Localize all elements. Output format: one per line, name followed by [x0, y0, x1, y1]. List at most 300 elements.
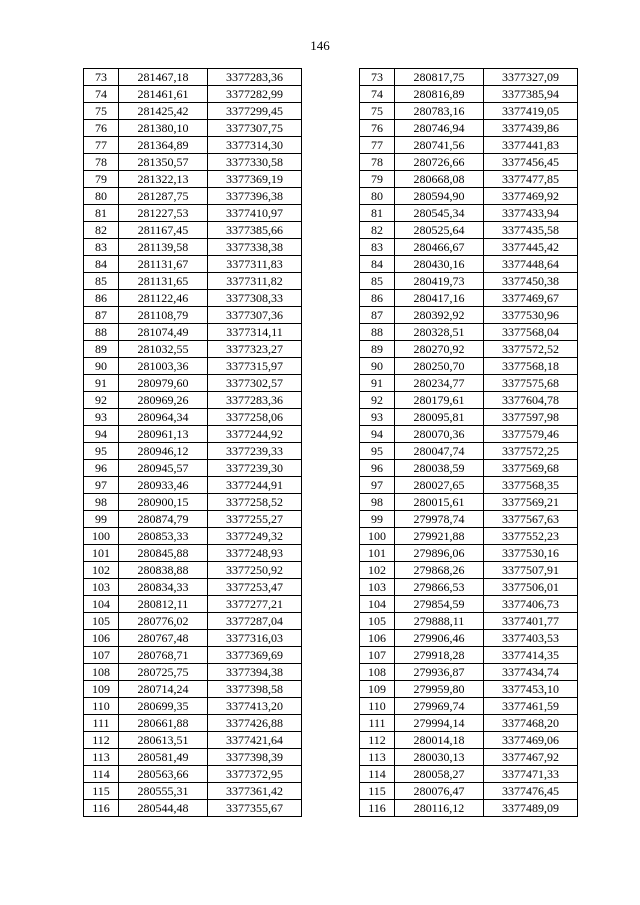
y-coordinate-cell: 3377314,30: [208, 137, 302, 154]
point-number-cell: 91: [84, 375, 119, 392]
point-number-cell: 112: [84, 732, 119, 749]
x-coordinate-cell: 280746,94: [395, 120, 484, 137]
point-number-cell: 86: [84, 290, 119, 307]
table-row: [84, 154, 302, 171]
point-number-cell: 85: [84, 273, 119, 290]
x-coordinate-cell: 280838,88: [119, 562, 208, 579]
x-coordinate-cell: 280714,24: [119, 681, 208, 698]
y-coordinate-cell: 3377239,30: [208, 460, 302, 477]
x-coordinate-cell: 280234,77: [395, 375, 484, 392]
y-coordinate-cell: 3377283,36: [208, 69, 302, 86]
x-coordinate-cell: 280417,16: [395, 290, 484, 307]
table-row: [84, 409, 302, 426]
point-number-cell: 76: [360, 120, 395, 137]
y-coordinate-cell: 3377579,46: [484, 426, 578, 443]
x-coordinate-cell: 279866,53: [395, 579, 484, 596]
table-row: [360, 460, 578, 477]
y-coordinate-cell: 3377253,47: [208, 579, 302, 596]
point-number-cell: 100: [84, 528, 119, 545]
y-coordinate-cell: 3377569,68: [484, 460, 578, 477]
point-number-cell: 103: [84, 579, 119, 596]
y-coordinate-cell: 3377307,75: [208, 120, 302, 137]
y-coordinate-cell: 3377410,97: [208, 205, 302, 222]
table-row: [84, 375, 302, 392]
point-number-cell: 98: [360, 494, 395, 511]
table-row: [360, 579, 578, 596]
table-row: [360, 630, 578, 647]
y-coordinate-cell: 3377434,74: [484, 664, 578, 681]
x-coordinate-cell: 280933,46: [119, 477, 208, 494]
table-row: [360, 188, 578, 205]
point-number-cell: 109: [84, 681, 119, 698]
y-coordinate-cell: 3377468,20: [484, 715, 578, 732]
table-row: [360, 681, 578, 698]
y-coordinate-cell: 3377369,19: [208, 171, 302, 188]
point-number-cell: 76: [84, 120, 119, 137]
table-row: [360, 290, 578, 307]
x-coordinate-cell: 280979,60: [119, 375, 208, 392]
x-coordinate-cell: 279906,46: [395, 630, 484, 647]
table-row: [360, 205, 578, 222]
x-coordinate-cell: 281167,45: [119, 222, 208, 239]
table-row: [84, 715, 302, 732]
table-row: [360, 341, 578, 358]
table-row: [84, 545, 302, 562]
table-row: [360, 392, 578, 409]
point-number-cell: 107: [84, 647, 119, 664]
x-coordinate-cell: 280699,35: [119, 698, 208, 715]
x-coordinate-cell: 280563,66: [119, 766, 208, 783]
table-row: [84, 596, 302, 613]
x-coordinate-cell: 280783,16: [395, 103, 484, 120]
table-row: [360, 171, 578, 188]
table-row: [360, 222, 578, 239]
table-row: [84, 800, 302, 817]
y-coordinate-cell: 3377282,99: [208, 86, 302, 103]
point-number-cell: 109: [360, 681, 395, 698]
y-coordinate-cell: 3377441,83: [484, 137, 578, 154]
y-coordinate-cell: 3377361,42: [208, 783, 302, 800]
x-coordinate-cell: 280419,73: [395, 273, 484, 290]
point-number-cell: 73: [84, 69, 119, 86]
point-number-cell: 82: [360, 222, 395, 239]
x-coordinate-cell: 280661,88: [119, 715, 208, 732]
y-coordinate-cell: 3377277,21: [208, 596, 302, 613]
table-row: [360, 426, 578, 443]
x-coordinate-cell: 280466,67: [395, 239, 484, 256]
y-coordinate-cell: 3377421,64: [208, 732, 302, 749]
table-row: [360, 120, 578, 137]
point-number-cell: 95: [84, 443, 119, 460]
point-number-cell: 101: [360, 545, 395, 562]
table-row: [360, 307, 578, 324]
x-coordinate-cell: 279854,59: [395, 596, 484, 613]
x-coordinate-cell: 280027,65: [395, 477, 484, 494]
table-row: [84, 460, 302, 477]
x-coordinate-cell: 279994,14: [395, 715, 484, 732]
y-coordinate-cell: 3377469,67: [484, 290, 578, 307]
x-coordinate-cell: 281364,89: [119, 137, 208, 154]
table-row: [84, 290, 302, 307]
x-coordinate-cell: 281380,10: [119, 120, 208, 137]
point-number-cell: 92: [360, 392, 395, 409]
y-coordinate-cell: 3377258,52: [208, 494, 302, 511]
y-coordinate-cell: 3377450,38: [484, 273, 578, 290]
x-coordinate-cell: 281122,46: [119, 290, 208, 307]
table-row: [360, 562, 578, 579]
point-number-cell: 73: [360, 69, 395, 86]
y-coordinate-cell: 3377239,33: [208, 443, 302, 460]
y-coordinate-cell: 3377255,27: [208, 511, 302, 528]
table-row: [360, 239, 578, 256]
y-coordinate-cell: 3377461,59: [484, 698, 578, 715]
point-number-cell: 79: [360, 171, 395, 188]
x-coordinate-cell: 281227,53: [119, 205, 208, 222]
point-number-cell: 88: [360, 324, 395, 341]
y-coordinate-cell: 3377372,95: [208, 766, 302, 783]
table-row: [360, 545, 578, 562]
y-coordinate-cell: 3377419,05: [484, 103, 578, 120]
point-number-cell: 88: [84, 324, 119, 341]
point-number-cell: 84: [84, 256, 119, 273]
table-row: [84, 222, 302, 239]
table-row: [360, 256, 578, 273]
point-number-cell: 110: [360, 698, 395, 715]
y-coordinate-cell: 3377567,63: [484, 511, 578, 528]
y-coordinate-cell: 3377385,94: [484, 86, 578, 103]
table-row: [84, 239, 302, 256]
y-coordinate-cell: 3377569,21: [484, 494, 578, 511]
y-coordinate-cell: 3377471,33: [484, 766, 578, 783]
y-coordinate-cell: 3377597,98: [484, 409, 578, 426]
x-coordinate-cell: 280430,16: [395, 256, 484, 273]
table-row: [360, 647, 578, 664]
y-coordinate-cell: 3377453,10: [484, 681, 578, 698]
x-coordinate-cell: 280969,26: [119, 392, 208, 409]
point-number-cell: 95: [360, 443, 395, 460]
point-number-cell: 114: [84, 766, 119, 783]
y-coordinate-cell: 3377401,77: [484, 613, 578, 630]
point-number-cell: 99: [360, 511, 395, 528]
x-coordinate-cell: 280545,34: [395, 205, 484, 222]
x-coordinate-cell: 280015,61: [395, 494, 484, 511]
table-row: [360, 494, 578, 511]
y-coordinate-cell: 3377244,92: [208, 426, 302, 443]
y-coordinate-cell: 3377323,27: [208, 341, 302, 358]
x-coordinate-cell: 280768,71: [119, 647, 208, 664]
y-coordinate-cell: 3377435,58: [484, 222, 578, 239]
point-number-cell: 77: [84, 137, 119, 154]
y-coordinate-cell: 3377426,88: [208, 715, 302, 732]
x-coordinate-cell: 281108,79: [119, 307, 208, 324]
y-coordinate-cell: 3377307,36: [208, 307, 302, 324]
y-coordinate-cell: 3377308,33: [208, 290, 302, 307]
table-row: [360, 800, 578, 817]
point-number-cell: 81: [360, 205, 395, 222]
x-coordinate-cell: 280668,08: [395, 171, 484, 188]
y-coordinate-cell: 3377445,42: [484, 239, 578, 256]
point-number-cell: 78: [360, 154, 395, 171]
x-coordinate-cell: 280961,13: [119, 426, 208, 443]
point-number-cell: 90: [84, 358, 119, 375]
table-row: [84, 358, 302, 375]
x-coordinate-cell: 280581,49: [119, 749, 208, 766]
point-number-cell: 102: [84, 562, 119, 579]
point-number-cell: 112: [360, 732, 395, 749]
table-row: [84, 630, 302, 647]
x-coordinate-cell: 279969,74: [395, 698, 484, 715]
point-number-cell: 83: [84, 239, 119, 256]
y-coordinate-cell: 3377299,45: [208, 103, 302, 120]
table-row: [360, 86, 578, 103]
y-coordinate-cell: 3377568,18: [484, 358, 578, 375]
table-row: [84, 171, 302, 188]
point-number-cell: 91: [360, 375, 395, 392]
x-coordinate-cell: 280812,11: [119, 596, 208, 613]
x-coordinate-cell: 280179,61: [395, 392, 484, 409]
y-coordinate-cell: 3377369,69: [208, 647, 302, 664]
x-coordinate-cell: 280853,33: [119, 528, 208, 545]
x-coordinate-cell: 280817,75: [395, 69, 484, 86]
table-row: [360, 375, 578, 392]
y-coordinate-cell: 3377448,64: [484, 256, 578, 273]
y-coordinate-cell: 3377572,52: [484, 341, 578, 358]
table-row: [360, 103, 578, 120]
y-coordinate-cell: 3377338,38: [208, 239, 302, 256]
y-coordinate-cell: 3377249,32: [208, 528, 302, 545]
point-number-cell: 97: [360, 477, 395, 494]
table-row: [360, 324, 578, 341]
table-row: [84, 324, 302, 341]
x-coordinate-cell: 280095,81: [395, 409, 484, 426]
y-coordinate-cell: 3377506,01: [484, 579, 578, 596]
y-coordinate-cell: 3377396,38: [208, 188, 302, 205]
point-number-cell: 104: [360, 596, 395, 613]
coordinates-table-left-body: [84, 69, 302, 817]
y-coordinate-cell: 3377316,03: [208, 630, 302, 647]
y-coordinate-cell: 3377385,66: [208, 222, 302, 239]
y-coordinate-cell: 3377250,92: [208, 562, 302, 579]
x-coordinate-cell: 280392,92: [395, 307, 484, 324]
y-coordinate-cell: 3377244,91: [208, 477, 302, 494]
table-row: [360, 664, 578, 681]
y-coordinate-cell: 3377477,85: [484, 171, 578, 188]
x-coordinate-cell: 281322,13: [119, 171, 208, 188]
table-row: [84, 273, 302, 290]
point-number-cell: 79: [84, 171, 119, 188]
point-number-cell: 94: [84, 426, 119, 443]
coordinates-table-right: [359, 68, 578, 817]
point-number-cell: 87: [360, 307, 395, 324]
x-coordinate-cell: 281139,58: [119, 239, 208, 256]
x-coordinate-cell: 280047,74: [395, 443, 484, 460]
point-number-cell: 106: [84, 630, 119, 647]
point-number-cell: 110: [84, 698, 119, 715]
y-coordinate-cell: 3377568,04: [484, 324, 578, 341]
y-coordinate-cell: 3377398,58: [208, 681, 302, 698]
x-coordinate-cell: 280834,33: [119, 579, 208, 596]
point-number-cell: 116: [360, 800, 395, 817]
point-number-cell: 75: [84, 103, 119, 120]
y-coordinate-cell: 3377330,58: [208, 154, 302, 171]
point-number-cell: 96: [360, 460, 395, 477]
table-row: [84, 579, 302, 596]
x-coordinate-cell: 280555,31: [119, 783, 208, 800]
point-number-cell: 106: [360, 630, 395, 647]
point-number-cell: 78: [84, 154, 119, 171]
point-number-cell: 105: [84, 613, 119, 630]
table-row: [84, 426, 302, 443]
x-coordinate-cell: 281032,55: [119, 341, 208, 358]
x-coordinate-cell: 281074,49: [119, 324, 208, 341]
table-row: [84, 188, 302, 205]
x-coordinate-cell: 281003,36: [119, 358, 208, 375]
point-number-cell: 83: [360, 239, 395, 256]
point-number-cell: 101: [84, 545, 119, 562]
point-number-cell: 105: [360, 613, 395, 630]
table-row: [84, 681, 302, 698]
y-coordinate-cell: 3377406,73: [484, 596, 578, 613]
x-coordinate-cell: 281350,57: [119, 154, 208, 171]
x-coordinate-cell: 279918,28: [395, 647, 484, 664]
point-number-cell: 103: [360, 579, 395, 596]
y-coordinate-cell: 3377433,94: [484, 205, 578, 222]
point-number-cell: 89: [84, 341, 119, 358]
x-coordinate-cell: 280613,51: [119, 732, 208, 749]
y-coordinate-cell: 3377287,04: [208, 613, 302, 630]
x-coordinate-cell: 281425,42: [119, 103, 208, 120]
point-number-cell: 111: [84, 715, 119, 732]
y-coordinate-cell: 3377314,11: [208, 324, 302, 341]
point-number-cell: 111: [360, 715, 395, 732]
point-number-cell: 113: [360, 749, 395, 766]
point-number-cell: 115: [360, 783, 395, 800]
y-coordinate-cell: 3377467,92: [484, 749, 578, 766]
x-coordinate-cell: 280116,12: [395, 800, 484, 817]
table-row: [84, 443, 302, 460]
table-row: [360, 732, 578, 749]
x-coordinate-cell: 279868,26: [395, 562, 484, 579]
x-coordinate-cell: 279921,88: [395, 528, 484, 545]
table-row: [84, 494, 302, 511]
x-coordinate-cell: 281467,18: [119, 69, 208, 86]
point-number-cell: 89: [360, 341, 395, 358]
y-coordinate-cell: 3377403,53: [484, 630, 578, 647]
x-coordinate-cell: 280525,64: [395, 222, 484, 239]
table-row: [360, 528, 578, 545]
x-coordinate-cell: 281287,75: [119, 188, 208, 205]
y-coordinate-cell: 3377302,57: [208, 375, 302, 392]
x-coordinate-cell: 280038,59: [395, 460, 484, 477]
y-coordinate-cell: 3377552,23: [484, 528, 578, 545]
x-coordinate-cell: 279888,11: [395, 613, 484, 630]
x-coordinate-cell: 279978,74: [395, 511, 484, 528]
x-coordinate-cell: 279896,06: [395, 545, 484, 562]
point-number-cell: 108: [84, 664, 119, 681]
y-coordinate-cell: 3377258,06: [208, 409, 302, 426]
x-coordinate-cell: 280070,36: [395, 426, 484, 443]
y-coordinate-cell: 3377575,68: [484, 375, 578, 392]
table-row: [360, 409, 578, 426]
point-number-cell: 107: [360, 647, 395, 664]
x-coordinate-cell: 281131,65: [119, 273, 208, 290]
x-coordinate-cell: 279936,87: [395, 664, 484, 681]
y-coordinate-cell: 3377469,92: [484, 188, 578, 205]
x-coordinate-cell: 280014,18: [395, 732, 484, 749]
table-row: [84, 613, 302, 630]
y-coordinate-cell: 3377413,20: [208, 698, 302, 715]
x-coordinate-cell: 280544,48: [119, 800, 208, 817]
table-row: [84, 647, 302, 664]
table-row: [360, 783, 578, 800]
table-row: [360, 358, 578, 375]
y-coordinate-cell: 3377311,82: [208, 273, 302, 290]
table-row: [84, 477, 302, 494]
table-row: [84, 69, 302, 86]
y-coordinate-cell: 3377398,39: [208, 749, 302, 766]
table-row: [84, 766, 302, 783]
table-row: [84, 749, 302, 766]
x-coordinate-cell: 280030,13: [395, 749, 484, 766]
point-number-cell: 100: [360, 528, 395, 545]
table-row: [360, 698, 578, 715]
point-number-cell: 75: [360, 103, 395, 120]
y-coordinate-cell: 3377456,45: [484, 154, 578, 171]
point-number-cell: 115: [84, 783, 119, 800]
table-row: [84, 86, 302, 103]
y-coordinate-cell: 3377248,93: [208, 545, 302, 562]
x-coordinate-cell: 280594,90: [395, 188, 484, 205]
point-number-cell: 80: [360, 188, 395, 205]
y-coordinate-cell: 3377489,09: [484, 800, 578, 817]
y-coordinate-cell: 3377283,36: [208, 392, 302, 409]
x-coordinate-cell: 280741,56: [395, 137, 484, 154]
point-number-cell: 104: [84, 596, 119, 613]
point-number-cell: 94: [360, 426, 395, 443]
y-coordinate-cell: 3377530,16: [484, 545, 578, 562]
table-row: [360, 69, 578, 86]
y-coordinate-cell: 3377507,91: [484, 562, 578, 579]
table-row: [84, 137, 302, 154]
table-row: [84, 698, 302, 715]
table-row: [84, 528, 302, 545]
table-row: [84, 392, 302, 409]
x-coordinate-cell: 280250,70: [395, 358, 484, 375]
x-coordinate-cell: 280328,51: [395, 324, 484, 341]
y-coordinate-cell: 3377439,86: [484, 120, 578, 137]
y-coordinate-cell: 3377469,06: [484, 732, 578, 749]
page-number: 146: [310, 38, 330, 53]
x-coordinate-cell: 280725,75: [119, 664, 208, 681]
table-row: [84, 783, 302, 800]
x-coordinate-cell: 279959,80: [395, 681, 484, 698]
point-number-cell: 96: [84, 460, 119, 477]
point-number-cell: 92: [84, 392, 119, 409]
y-coordinate-cell: 3377604,78: [484, 392, 578, 409]
table-row: [360, 154, 578, 171]
x-coordinate-cell: 280845,88: [119, 545, 208, 562]
y-coordinate-cell: 3377568,35: [484, 477, 578, 494]
point-number-cell: 99: [84, 511, 119, 528]
table-row: [360, 613, 578, 630]
point-number-cell: 102: [360, 562, 395, 579]
point-number-cell: 93: [84, 409, 119, 426]
x-coordinate-cell: 280076,47: [395, 783, 484, 800]
point-number-cell: 74: [84, 86, 119, 103]
point-number-cell: 82: [84, 222, 119, 239]
coordinates-table-right-body: [360, 69, 578, 817]
table-row: [84, 120, 302, 137]
